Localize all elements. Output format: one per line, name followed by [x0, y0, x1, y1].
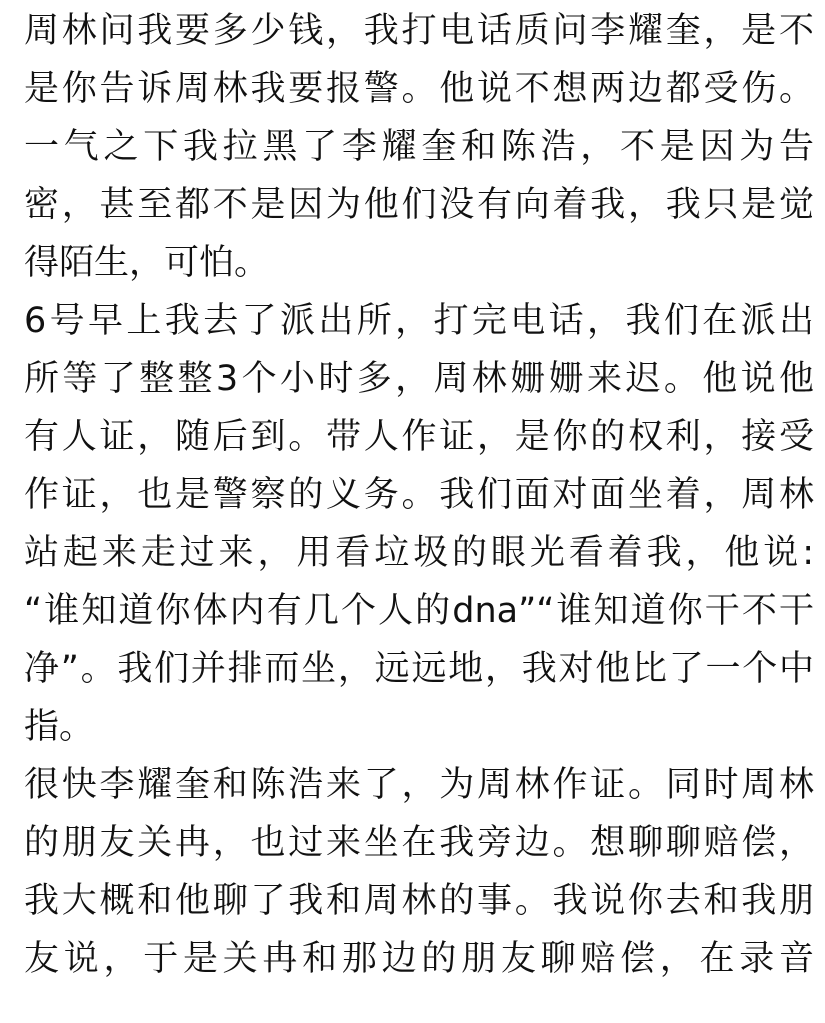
text-line: 一气之下我拉黑了李耀奎和陈浩，不是因为告	[24, 127, 814, 167]
text-line: 是你告诉周林我要报警。他说不想两边都受伤。	[24, 69, 814, 109]
text-line: 我大概和他聊了我和周林的事。我说你去和我朋	[24, 881, 814, 921]
text-line: 的朋友关冉，也过来坐在我旁边。想聊聊赔偿，	[24, 823, 814, 863]
text-line: 有人证，随后到。带人作证，是你的权利，接受	[24, 417, 814, 457]
text-line: 所等了整整3个小时多，周林姗姗来迟。他说他	[24, 359, 814, 399]
article-text	[24, 2, 814, 988]
text-line: 得陌生，可怕。	[24, 243, 270, 283]
text-line: 作证，也是警察的义务。我们面对面坐着，周林	[24, 475, 814, 515]
text-line: 6号早上我去了派出所，打完电话，我们在派出	[24, 301, 814, 341]
text-line: “谁知道你体内有几个人的dna”“谁知道你干不干	[24, 591, 814, 631]
text-line: 净”。我们并排而坐，远远地，我对他比了一个中	[24, 649, 814, 689]
text-line: 友说，于是关冉和那边的朋友聊赔偿，在录音	[24, 939, 814, 979]
text-line: 站起来走过来，用看垃圾的眼光看着我，他说:	[24, 533, 814, 573]
text-line: 指。	[24, 707, 95, 747]
text-line: 很快李耀奎和陈浩来了，为周林作证。同时周林	[24, 765, 814, 805]
text-line: 密，甚至都不是因为他们没有向着我，我只是觉	[24, 185, 814, 225]
text-line: 周林问我要多少钱，我打电话质问李耀奎，是不	[24, 11, 814, 51]
